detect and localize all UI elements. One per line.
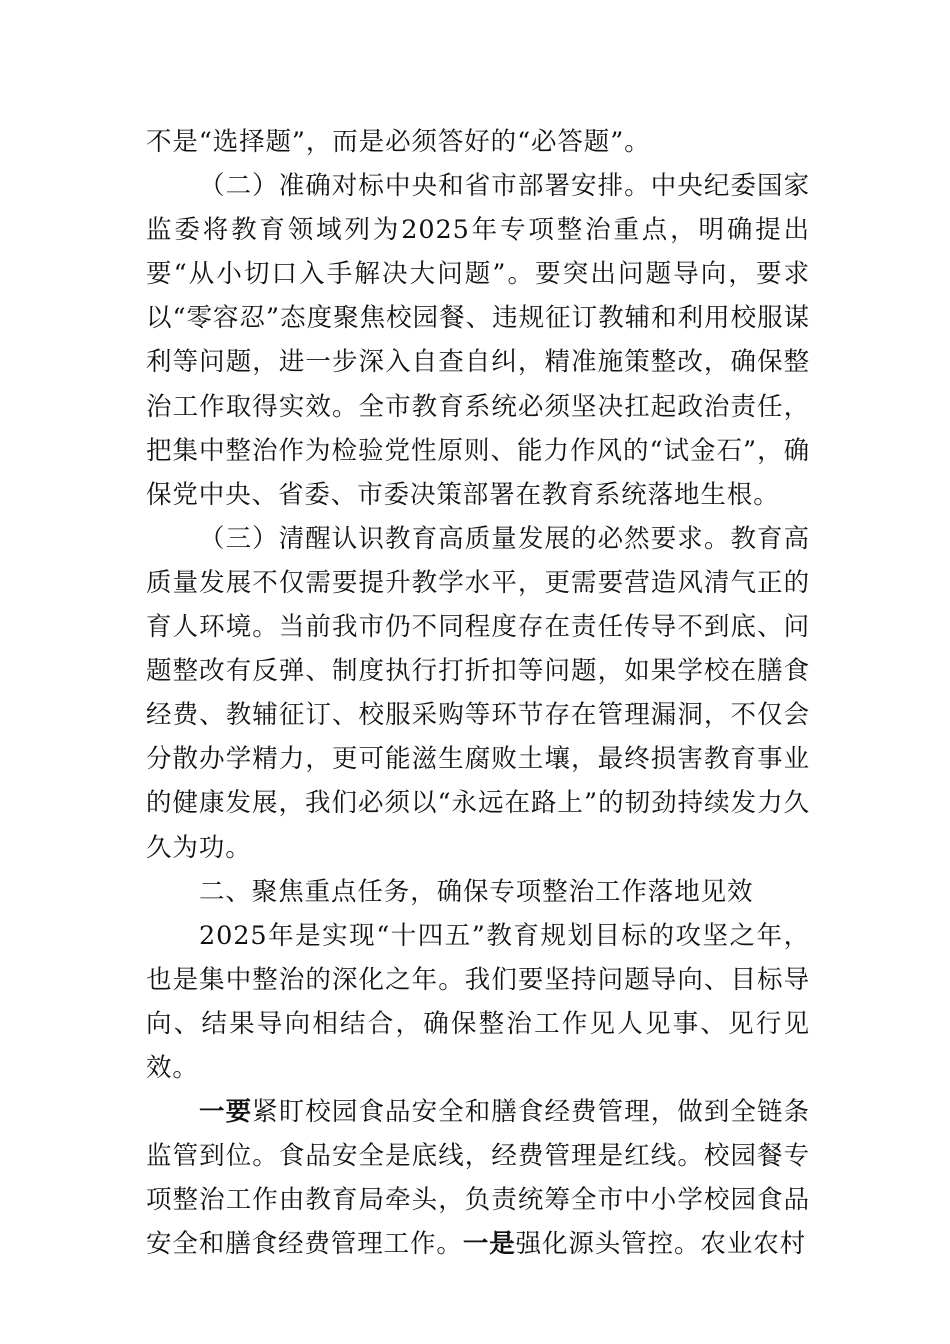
task-one-text-a: 紧盯校园食品安全和膳食经费管理，做到全链条监管到位。食品安全是底线，经费管理是红线。校园餐专项整治工作由教育局牵头，负责统筹全市中小学校园食品安全和膳食经费管理工作。 xyxy=(146,1097,810,1260)
section-heading-2: 二、聚焦重点任务，确保专项整治工作落地见效 xyxy=(199,876,754,907)
document-body xyxy=(146,120,810,1266)
task-one-text-b: 强化源头管控。农业农村 xyxy=(515,1229,807,1260)
paragraph-task-one xyxy=(146,1090,810,1266)
paragraph-section-3: （三）清醒认识教育高质量发展的必然要求。教育高质量发展不仅需要提升教学水平，更需要营造风清气正的育人环境。当前我市仍不同程度存在责任传导不到底、问题整改有反弹、制度执行打折扣等问题，如果学校在膳食经费、教辅征订、校服采购等环节存在管理漏洞，不仅会分散办学精力，更可能滋生腐败土壤，最终损害教育事业的健康发展，我们必须以“永远在路上”的韧劲持续发力久久为功。 xyxy=(146,523,810,863)
paragraph-continuation: 不是“选择题”，而是必须答好的“必答题”。 xyxy=(146,127,651,157)
paragraph-section-2: （二）准确对标中央和省市部署安排。中央纪委国家监委将教育领域列为2025年专项整治重点，明确提出要“从小切口入手解决大问题”。要突出问题导向，要求以“零容忍”态度聚焦校园餐、违规征订教辅和利用校服谋利等问题，进一步深入自查自纠，精准施策整改，确保整治工作取得实效。全市教育系统必须坚决扛起政治责任，把集中整治作为检验党性原则、能力作风的“试金石”，确保党中央、省委、市委决策部署在教育系统落地生根。 xyxy=(146,171,810,510)
paragraph-intro-2025: 2025年是实现“十四五”教育规划目标的攻坚之年，也是集中整治的深化之年。我们要坚持问题导向、目标导向、结果导向相结合，确保整治工作见人见事、见行见效。 xyxy=(146,920,810,1083)
bold-lead-yiyao: 一要 xyxy=(199,1097,253,1128)
bold-lead-yishi: 一是 xyxy=(462,1229,516,1260)
